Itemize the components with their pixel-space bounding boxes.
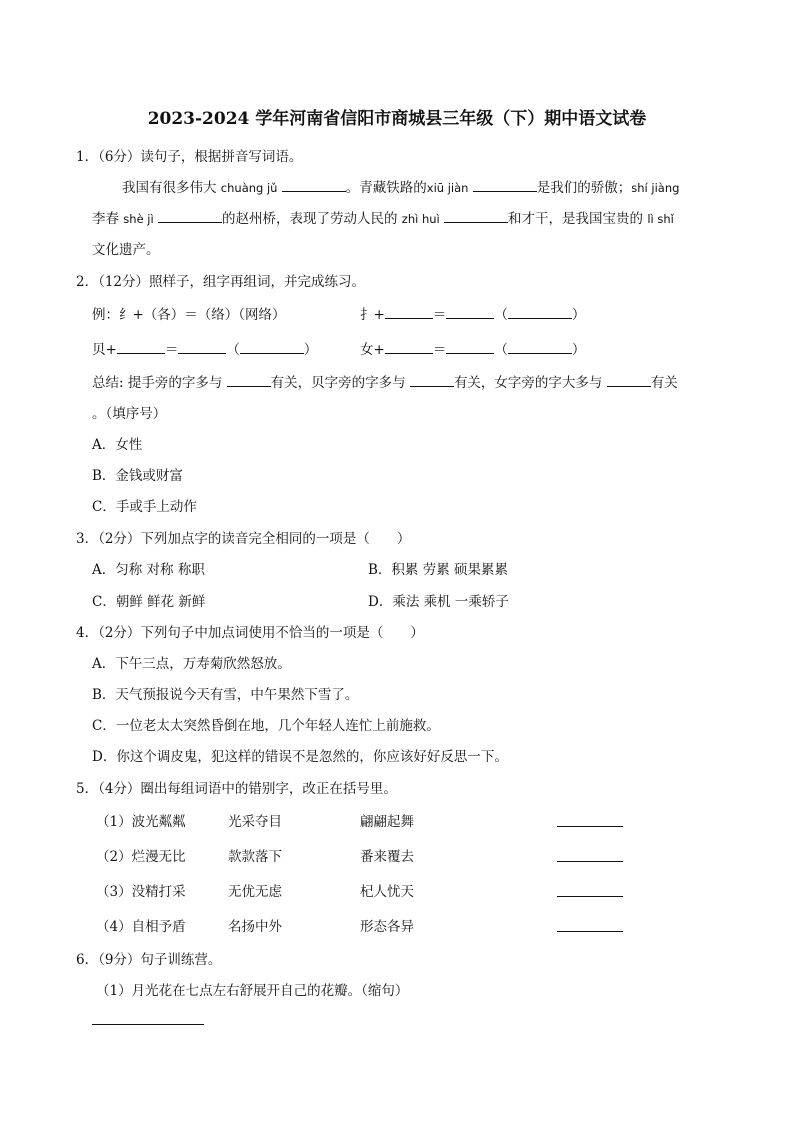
q5-word: （1）波光粼粼 — [96, 814, 186, 830]
q5-word: 无优无虑 — [228, 884, 282, 900]
answer-blank[interactable] — [410, 373, 454, 387]
summary-text: 总结: 提手旁的字多与 — [92, 375, 223, 391]
q2-option-b: B．金钱或财富 — [92, 468, 183, 484]
q5-word: （3）没精打采 — [96, 884, 186, 900]
equals-sign: ＝ — [432, 342, 447, 358]
q5-word: 名扬中外 — [228, 919, 282, 935]
q4-option-b: B．天气预报说今天有雪，中午果然下雪了。 — [92, 687, 359, 703]
question-1-line-3: 文化遗产。 — [92, 242, 160, 258]
answer-line[interactable] — [92, 1012, 204, 1025]
q3-option-c: C．朝鲜 鲜花 新鲜 — [92, 594, 206, 610]
answer-blank[interactable] — [446, 305, 494, 319]
q1-text: 。青藏铁路的 — [345, 180, 427, 196]
q3-option-a: A．匀称 对称 称职 — [92, 562, 205, 578]
question-2-heading: 2．（12分）照样子，组字再组词，并完成练习。 — [76, 274, 366, 290]
answer-blank[interactable] — [444, 209, 508, 223]
answer-blank[interactable] — [385, 340, 433, 354]
q5-word: （2）烂漫无比 — [96, 849, 186, 865]
answer-blank[interactable] — [508, 340, 572, 354]
q2-radical: 女+ — [360, 342, 385, 358]
summary-text: 有关，女字旁的字大多与 — [453, 375, 603, 391]
answer-blank[interactable] — [446, 340, 494, 354]
right-paren: ） — [571, 307, 586, 323]
q1-pinyin: zhì huì — [401, 212, 440, 226]
q2-row-1 — [360, 303, 585, 323]
equals-sign: ＝ — [164, 342, 179, 358]
question-1-heading: 1．（6分）读句子，根据拼音写词语。 — [76, 149, 303, 165]
q1-text: 的赵州桥，表现了劳动人民的 — [222, 211, 398, 227]
answer-blank[interactable] — [607, 373, 651, 387]
summary-text: 有关，贝字旁的字多与 — [270, 375, 406, 391]
answer-blank[interactable] — [240, 340, 304, 354]
q1-pinyin: shè jì — [123, 212, 154, 226]
q2-radical: 贝+ — [92, 342, 117, 358]
question-1-line-1 — [122, 176, 679, 196]
q2-option-a: A．女性 — [92, 437, 143, 453]
question-5-heading: 5．（4分）圈出每组词语中的错别字，改正在括号里。 — [76, 781, 397, 797]
q4-option-a: A．下午三点，万寿菊欣然怒放。 — [92, 656, 291, 672]
q2-summary — [92, 371, 678, 391]
q5-word: 款款落下 — [228, 849, 282, 865]
q1-pinyin: chuàng jǔ — [220, 181, 278, 195]
q4-option-c: C．一位老太太突然昏倒在地，几个年轻人连忙上前施救。 — [92, 718, 440, 734]
q2-radical: 扌+ — [360, 307, 385, 323]
q1-pinyin: shí jiàng — [631, 181, 680, 195]
question-1-line-2 — [92, 207, 674, 227]
answer-blank[interactable] — [473, 178, 537, 192]
q2-summary-tail: 。（填序号） — [92, 406, 167, 422]
answer-blank[interactable] — [385, 305, 433, 319]
q4-option-d: D．你这个调皮鬼，犯这样的错误不是忽然的，你应该好好反思一下。 — [92, 749, 508, 765]
right-paren: ） — [303, 342, 318, 358]
q1-text: 我国有很多伟大 — [122, 180, 217, 196]
question-6-heading: 6．（9分）句子训练营。 — [76, 952, 222, 968]
q5-word: 番来覆去 — [360, 849, 414, 865]
answer-blank[interactable] — [282, 178, 346, 192]
answer-blank[interactable] — [557, 917, 623, 932]
q2-row-2 — [92, 338, 317, 358]
answer-blank[interactable] — [227, 373, 271, 387]
q1-text: 和才干，是我国宝贵的 — [508, 211, 644, 227]
right-paren: ） — [571, 342, 586, 358]
q5-word: 形态各异 — [360, 919, 414, 935]
question-4-heading: 4．（2分）下列句子中加点词使用不恰当的一项是（ ） — [76, 625, 424, 641]
q2-row-3 — [360, 338, 585, 358]
answer-blank[interactable] — [557, 882, 623, 897]
equals-sign: ＝ — [432, 307, 447, 323]
question-3-heading: 3．（2分）下列加点字的读音完全相同的一项是（ ） — [76, 531, 411, 547]
q3-option-d: D．乘法 乘机 一乘轿子 — [368, 594, 509, 610]
q5-word: （4）自相予盾 — [96, 919, 186, 935]
q1-pinyin: xiū jiàn — [426, 181, 469, 195]
answer-blank[interactable] — [178, 340, 226, 354]
q6-item-1: （1）月光花在七点左右舒展开自己的花瓣。（缩句） — [96, 983, 409, 999]
summary-text: 有关 — [650, 375, 678, 391]
q5-word: 光采夺目 — [228, 814, 282, 830]
q5-word: 杞人忧天 — [360, 884, 414, 900]
answer-blank[interactable] — [158, 209, 222, 223]
answer-blank[interactable] — [117, 340, 165, 354]
left-paren: （ — [494, 342, 508, 358]
answer-blank[interactable] — [508, 305, 572, 319]
q3-option-b: B．积累 劳累 硕果累累 — [368, 562, 509, 578]
left-paren: （ — [226, 342, 240, 358]
q2-example: 例：纟+（各）＝（络）（网络） — [92, 307, 286, 323]
q1-pinyin: lì shǐ — [647, 212, 674, 226]
q1-text: 是我们的骄傲； — [536, 180, 632, 196]
page-title: 2023-2024 学年河南省信阳市商城县三年级（下）期中语文试卷 — [147, 109, 647, 129]
q2-option-c: C．手或手上动作 — [92, 499, 197, 515]
answer-blank[interactable] — [557, 847, 623, 862]
q5-word: 翩翩起舞 — [360, 814, 414, 830]
q1-text: 李春 — [92, 211, 119, 227]
answer-blank[interactable] — [557, 812, 623, 827]
left-paren: （ — [494, 307, 508, 323]
